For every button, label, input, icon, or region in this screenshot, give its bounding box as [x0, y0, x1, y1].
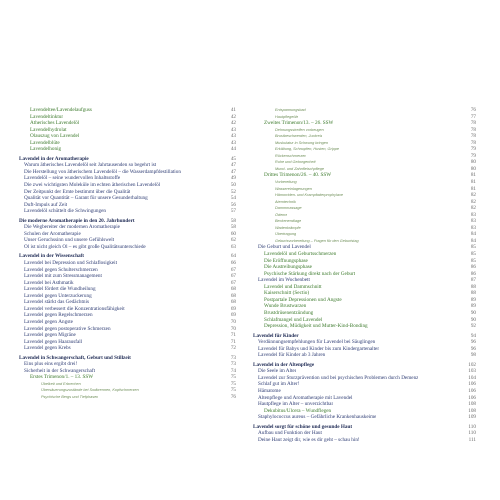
- toc-entry-title: Die Seele im Alter: [258, 368, 297, 375]
- toc-entry-page-number: 103: [468, 368, 476, 375]
- toc-right-column: [253, 107, 476, 443]
- toc-entry-page-number: 81: [470, 172, 476, 179]
- toc-entry-page-number: 60: [230, 230, 236, 237]
- toc-entry-page-number: 57: [230, 208, 236, 215]
- toc-entry-page-number: 85: [470, 244, 476, 251]
- toc-entry-page-number: 108: [468, 401, 476, 408]
- toc-entry-title: Lavendel mit zum Stressmanagement: [24, 273, 102, 280]
- toc-entry-title: Lavendelblüte: [30, 139, 60, 146]
- toc-entry-title: Die Austreibungsphase: [264, 264, 312, 271]
- toc-entry-title: Dekubitus/Ulcera – Wundflegen: [264, 407, 332, 414]
- toc-entry-title: Wunde Brustwarzen: [264, 303, 307, 310]
- toc-entry[interactable]: [19, 146, 236, 153]
- toc-entry-title: Lavendel gegen Schulterschmerzen: [24, 266, 98, 273]
- toc-entry-page-number: 106: [468, 394, 476, 401]
- toc-entry-title: Deine Haut zeigt dir, wie es dir geht – schau hin!: [258, 436, 360, 443]
- toc-entry-title: Der Zeitpunkt der Ernte bestimmt über die Qualität: [24, 188, 131, 195]
- toc-entry-page-number: 45: [230, 155, 236, 162]
- toc-entry-title: Öl ist nicht gleich Öl – es gibt große Qualitätsunterschiede: [24, 243, 146, 250]
- toc-entry-title: Übertragung: [275, 232, 297, 237]
- toc-entry-title: Altenpflege und Aromatherapie mit Lavendel: [258, 394, 353, 401]
- toc-entry-page-number: 78: [470, 139, 476, 146]
- toc-entry-title: Lavendelhydrolat: [30, 126, 67, 133]
- toc-entry-title: Hämatome: [258, 387, 281, 394]
- toc-entry-page-number: 75: [230, 374, 236, 381]
- toc-entry-title: Die zwei wichtigsten Moleküle im echten ätherischen Lavendelöl: [24, 182, 161, 189]
- toc-entry-title: Lavendel gegen Ängste: [24, 318, 73, 325]
- toc-entry-title: Eins plus eins ergibt drei!: [24, 361, 78, 368]
- toc-entry[interactable]: [253, 352, 476, 359]
- toc-entry-page-number: 87: [470, 277, 476, 284]
- toc-entry-title: Lavendelöl – seine wundervollen Inhaltsstoffe: [24, 175, 121, 182]
- toc-entry-page-number: 43: [230, 126, 236, 133]
- toc-entry-title: Zweites Trimenon/13. – 26. SSW: [264, 120, 334, 127]
- toc-entry-page-number: 96: [470, 345, 476, 352]
- toc-entry-title: Lavendel für Babys und Kinder bis zum Kindergartenalter: [258, 345, 380, 352]
- toc-entry[interactable]: [19, 345, 236, 352]
- toc-entry-page-number: 81: [470, 179, 476, 186]
- toc-entry-page-number: 52: [230, 188, 236, 195]
- toc-entry-page-number: 108: [468, 407, 476, 414]
- toc-entry-page-number: 69: [230, 305, 236, 312]
- toc-entry-title: Mund- und Zahnfleischpflege: [275, 166, 324, 171]
- toc-entry-title: Brustbeschwerden, Juckreiz: [275, 134, 323, 139]
- toc-entry-page-number: 90: [470, 316, 476, 323]
- toc-entry-page-number: 54: [230, 195, 236, 202]
- toc-entry-page-number: 79: [470, 146, 476, 153]
- toc-entry-title: Lavendel in der Altenpflege: [253, 361, 315, 368]
- toc-left-column: [19, 107, 236, 401]
- toc-entry-page-number: 70: [230, 318, 236, 325]
- toc-entry-title: Wassereinlagerungen: [275, 186, 312, 191]
- toc-entry-title: Lavendel gegen Unterzuckerung: [24, 292, 92, 299]
- toc-entry-page-number: 88: [470, 283, 476, 290]
- toc-entry-title: Lavendeltee/Lavendelaufguss: [30, 107, 92, 113]
- toc-entry-title: Aufbau und Funktion der Haut: [258, 430, 322, 437]
- toc-entry-title: Lavendel gegen Migräne: [24, 332, 76, 339]
- toc-entry-page-number: 94: [470, 332, 476, 339]
- toc-entry-page-number: 98: [470, 352, 476, 359]
- toc-entry-page-number: 73: [230, 361, 236, 368]
- toc-entry-page-number: 111: [468, 436, 476, 443]
- toc-entry-title: Verdünnungsempfehlungen für Lavendel bei Säuglingen: [258, 339, 376, 346]
- toc-entry[interactable]: [253, 323, 476, 330]
- toc-entry-title: Vorbereitung: [275, 180, 297, 185]
- toc-entry-page-number: 109: [468, 414, 476, 421]
- toc-entry-title: Lavendel und Dammschnitt: [264, 283, 322, 290]
- toc-entry-title: Schlafmangel und Lavendel: [264, 316, 323, 323]
- toc-entry-title: Hämorriden- und Krampfaderprophylaxe: [275, 193, 343, 198]
- toc-entry-page-number: 86: [470, 270, 476, 277]
- toc-entry-page-number: 82: [470, 198, 476, 205]
- toc-entry-page-number: 80: [470, 165, 476, 172]
- toc-entry-title: Postpartale Depressionen und Ängste: [264, 296, 342, 303]
- toc-entry-title: Die Wegbereiter der modernen Aromatherapie: [24, 224, 120, 231]
- toc-entry-title: Lavendel stärkt das Gedächtnis: [24, 299, 89, 306]
- toc-entry-title: Atemtechnik: [275, 199, 296, 204]
- toc-entry-title: Hautpflegeöle: [275, 114, 299, 119]
- toc-entry-page-number: 92: [470, 323, 476, 330]
- toc-entry-title: Sicherheit in der Schwangerschaft: [24, 367, 96, 374]
- toc-entry[interactable]: [19, 244, 236, 251]
- toc-entry-page-number: 68: [230, 299, 236, 306]
- toc-entry-page-number: 83: [470, 211, 476, 218]
- toc-entry-page-number: 86: [470, 264, 476, 271]
- toc-entry-page-number: 43: [230, 133, 236, 140]
- toc-entry-page-number: 42: [230, 120, 236, 127]
- toc-entry-title: Übelkeit und Erbrechen: [41, 381, 81, 386]
- toc-entry-page-number: 102: [468, 361, 476, 368]
- toc-entry-title: Lavendel in der Aromatherapie: [19, 155, 89, 162]
- toc-entry-page-number: 85: [470, 257, 476, 264]
- toc-entry-page-number: 80: [470, 159, 476, 166]
- toc-entry-page-number: 81: [470, 185, 476, 192]
- toc-entry-title: Psychische Stärkung direkt nach der Geburt: [264, 270, 356, 277]
- toc-entry-title: Warum ätherisches Lavendelöl seit Jahrtausenden so begehrt ist: [24, 162, 157, 169]
- toc-entry-page-number: 82: [470, 192, 476, 199]
- toc-entry-page-number: 43: [230, 139, 236, 146]
- toc-entry-page-number: 106: [468, 381, 476, 388]
- toc-entry-title: Psychische Bergs und Tiefphasen: [41, 394, 99, 399]
- toc-entry-title: Ödeme: [275, 212, 288, 217]
- toc-entry-title: Lavendel bei Depression und Schlaflosigkeit: [24, 260, 118, 267]
- toc-entry-page-number: 75: [230, 380, 236, 387]
- toc-entry-page-number: 84: [470, 237, 476, 244]
- toc-entry-page-number: 69: [230, 312, 236, 319]
- toc-entry-page-number: 78: [470, 120, 476, 127]
- toc-entry-title: Drittes Trimenon/26. – 40. SSW: [264, 172, 332, 179]
- toc-entry-page-number: 67: [230, 279, 236, 286]
- toc-entry-page-number: 106: [468, 387, 476, 394]
- toc-entry-page-number: 63: [230, 243, 236, 250]
- toc-entry-page-number: 71: [230, 332, 236, 339]
- toc-entry-page-number: 89: [470, 303, 476, 310]
- toc-entry-title: Unser Geruchssinn und unsere Gefühlswelt: [24, 237, 115, 244]
- toc-entry-title: Rückenschmerzen: [275, 153, 307, 158]
- toc-entry-title: Dehnungsstreifen vorbeugen: [275, 127, 324, 132]
- toc-entry-page-number: 64: [230, 253, 236, 260]
- toc-entry-title: Lavendelöl und Geburtsschmerzen: [264, 251, 337, 258]
- toc-entry[interactable]: [19, 208, 236, 215]
- toc-entry-page-number: 50: [230, 182, 236, 189]
- toc-entry-title: Ätherisches Lavendelöl: [30, 120, 80, 127]
- toc-entry-title: Die Eröffnungsphase: [264, 257, 308, 264]
- toc-entry-page-number: 82: [470, 205, 476, 212]
- toc-entry-page-number: 110: [468, 430, 476, 437]
- toc-entry-page-number: 76: [230, 393, 236, 400]
- toc-entry-title: Lavendel verbessert die Konzentrationsfähigkeit: [24, 305, 125, 312]
- toc-entry[interactable]: [253, 437, 476, 444]
- toc-entry-page-number: 47: [230, 168, 236, 175]
- toc-entry-title: Schulen der Aromatherapie: [24, 230, 81, 237]
- toc-entry-page-number: 73: [230, 354, 236, 361]
- toc-entry-title: Lavendel fördert die Wundheilung: [24, 286, 96, 293]
- toc-entry-title: Lavendel zur Sturzprävention und bei psychischen Problemen durch Demenz: [258, 374, 419, 381]
- toc-entry-title: Lavendel bei Asthmatik: [24, 279, 74, 286]
- toc-entry-title: Wadenkrämpfe: [275, 225, 301, 230]
- toc-entry-title: Hautpflege im Alter – unverzichtbar: [258, 401, 334, 408]
- toc-entry-title: Lavendel in der Wissenschaft: [19, 253, 84, 260]
- toc-entry-page-number: 90: [470, 309, 476, 316]
- toc-entry-page-number: 58: [230, 224, 236, 231]
- toc-entry-page-number: 78: [470, 126, 476, 133]
- toc-entry-page-number: 85: [470, 251, 476, 258]
- toc-entry-page-number: 49: [230, 175, 236, 182]
- toc-entry-title: Lavendel gegen Krebs: [24, 345, 71, 352]
- toc-entry-page-number: 78: [470, 133, 476, 140]
- toc-entry-page-number: 76: [470, 107, 476, 113]
- toc-entry-title: Muskulatur in Schwung bringen: [275, 140, 328, 145]
- toc-entry-page-number: 68: [230, 286, 236, 293]
- toc-entry-page-number: 74: [230, 367, 236, 374]
- toc-entry-title: Die Geburt und Lavendel: [258, 244, 311, 251]
- toc-entry-page-number: 67: [230, 273, 236, 280]
- toc-entry-title: Erkältung, Schnupfen, Husten, Grippe: [275, 147, 339, 152]
- toc-entry-title: Schlaf gut im Alter!: [258, 381, 300, 388]
- toc-entry-title: Depression, Müdigkeit und Mutter-Kind-Bonding: [264, 323, 368, 330]
- toc-entry-page-number: 88: [470, 290, 476, 297]
- toc-entry-title: Lavendel gegen Regelschmerzen: [24, 312, 93, 319]
- toc-entry-page-number: 96: [470, 339, 476, 346]
- toc-entry-title: Die moderne Aromatherapie in den 20. Jahrhundert: [19, 217, 135, 224]
- toc-entry-page-number: 47: [230, 162, 236, 169]
- toc-entry-title: Qualität vor Quantität – Garant für unsere Gesunderhaltung: [24, 195, 148, 202]
- toc-entry-page-number: 110: [468, 423, 476, 430]
- toc-entry-page-number: 58: [230, 217, 236, 224]
- toc-entry-title: Lavendel sorgt für schöne und gesunde Haut: [253, 423, 353, 430]
- toc-entry-page-number: 42: [230, 113, 236, 120]
- toc-entry-title: Staphylococcus aureus – Gefährliche Krankenhauskeime: [258, 414, 377, 421]
- toc-entry-title: Entspannungsbad: [275, 108, 306, 112]
- toc-entry[interactable]: [253, 414, 476, 421]
- toc-entry-title: Lavendel im Wochenbett: [258, 277, 310, 284]
- toc-entry-page-number: 56: [230, 201, 236, 208]
- toc-entry-page-number: 89: [470, 296, 476, 303]
- toc-entry-title: Beckenendlage: [275, 219, 302, 224]
- toc-entry-title: Kaiserschnitt (Sectio): [264, 290, 310, 297]
- toc-entry-title: Dammmassage: [275, 206, 302, 211]
- toc-entry-title: Ruhe und Geborgenheit: [275, 160, 316, 165]
- toc-entry[interactable]: [19, 394, 236, 401]
- toc-entry-title: Die Herstellung von ätherischem Lavendelöl – die Wasserdampfdestillation: [24, 168, 181, 175]
- toc-entry-page-number: 44: [230, 146, 236, 153]
- toc-entry-title: Lavendelhonig: [30, 146, 62, 153]
- toc-entry-title: Geburtsvorbereitung – Fragen für den Geburtstag: [275, 238, 359, 243]
- toc-entry-title: Erstes Trimenon/1. – 13. SSW: [30, 374, 94, 381]
- toc-entry-title: Lavendel für Kinder ab 3 Jahren: [258, 352, 326, 359]
- toc-entry-page-number: 104: [468, 374, 476, 381]
- toc-entry-page-number: 77: [470, 113, 476, 120]
- toc-entry-title: Ölauszug von Lavendel: [30, 133, 80, 140]
- toc-entry-page-number: 62: [230, 237, 236, 244]
- toc-entry-page-number: 70: [230, 325, 236, 332]
- toc-entry-page-number: 68: [230, 292, 236, 299]
- toc-entry-page-number: 72: [230, 345, 236, 352]
- toc-entry-page-number: 66: [230, 260, 236, 267]
- toc-entry-page-number: 83: [470, 224, 476, 231]
- toc-entry-title: Brustdrüsenentzündung: [264, 309, 314, 316]
- toc-entry-page-number: 71: [230, 338, 236, 345]
- toc-entry-page-number: 75: [230, 387, 236, 394]
- toc-entry-page-number: 79: [470, 152, 476, 159]
- toc-entry-title: Lavendel gegen Haarausfall: [24, 338, 83, 345]
- toc-entry-title: Lavendeltinktur: [30, 113, 64, 120]
- toc-entry-title: Duft-Impuls auf Zeit: [24, 201, 68, 208]
- toc-entry-title: Übersäuerungszustände bei Sodbrennen, Kopfschmerzen: [41, 388, 139, 393]
- toc-entry-page-number: 84: [470, 231, 476, 238]
- toc-entry-title: Lavendel in Schwangerschaft, Geburt und Stillzeit: [19, 354, 131, 361]
- toc-entry-title: Lavendel für Kinder: [253, 332, 299, 339]
- toc-entry-page-number: 41: [230, 107, 236, 113]
- toc-entry-page-number: 67: [230, 266, 236, 273]
- toc-entry-title: Lavendel gegen postoperative Schmerzen: [24, 325, 111, 332]
- toc-entry-page-number: 83: [470, 218, 476, 225]
- toc-entry-title: Lavendelöl schüttelt die Schwingungen: [24, 208, 106, 215]
